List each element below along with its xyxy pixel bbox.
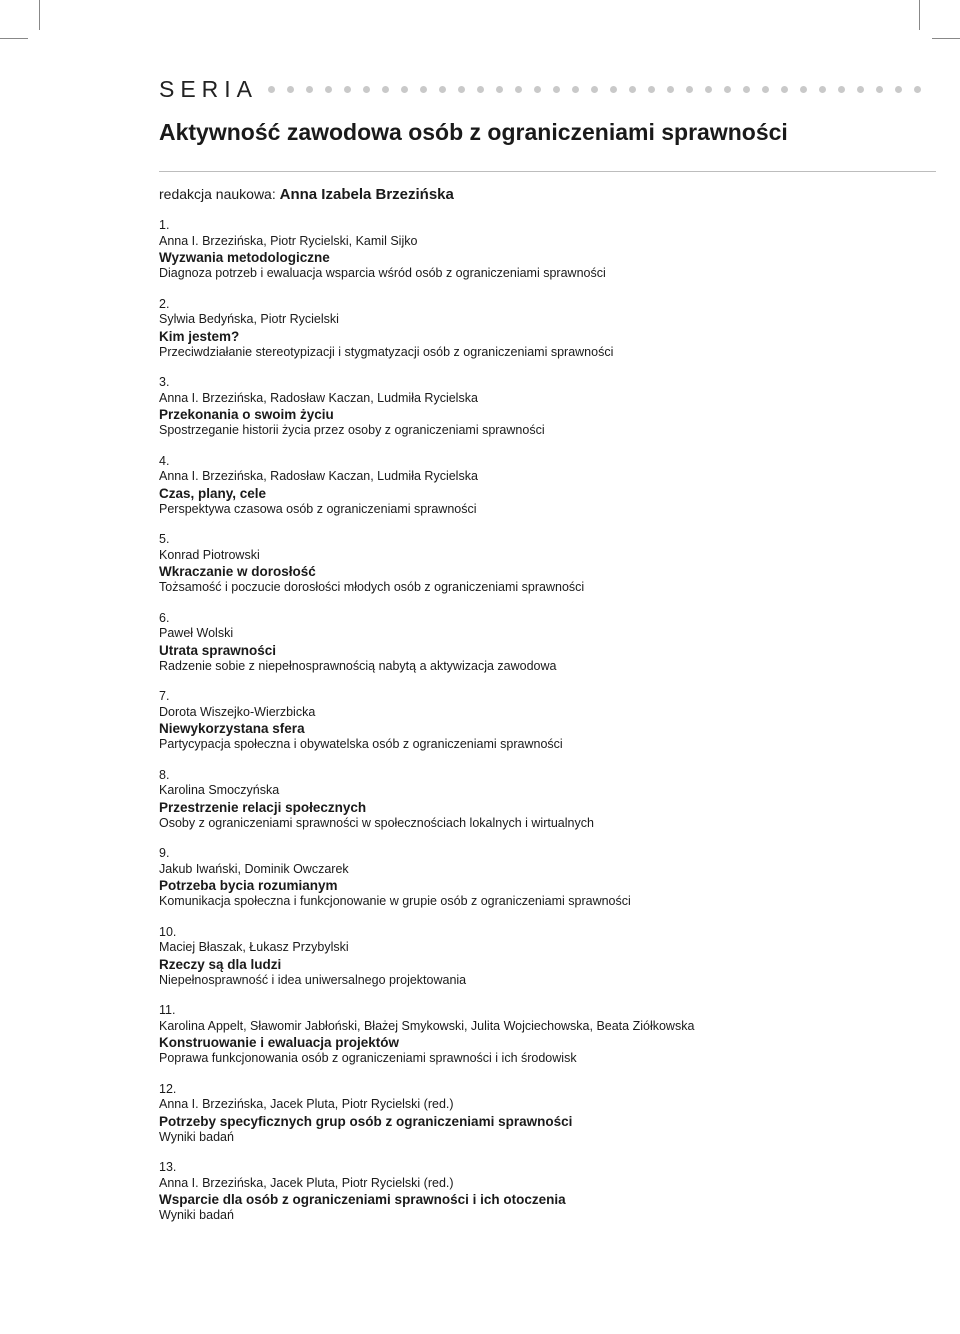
entry-title: Utrata sprawności	[159, 642, 277, 658]
entry-authors: Maciej Błaszak, Łukasz Przybylski	[159, 940, 349, 954]
leader-dot	[420, 86, 427, 93]
entry-title: Wkraczanie w dorosłość	[159, 564, 316, 579]
entry-authors: Paweł Wolski	[159, 626, 234, 640]
entry-number: 1.	[159, 218, 170, 232]
leader-dot	[344, 86, 351, 93]
entry-title: Wyzwania metodologiczne	[159, 250, 330, 265]
leader-dot	[857, 86, 864, 93]
entry-subtitle: Diagnoza potrzeb i ewaluacja wsparcia wśród osób z ograniczeniami sprawności	[159, 266, 606, 280]
entry-subtitle: Przeciwdziałanie stereotypizacji i stygmatyzacji osób z ograniczeniami sprawności	[159, 344, 614, 359]
entry-subtitle: Niepełnosprawność i idea uniwersalnego projektowania	[159, 972, 467, 987]
entry-subtitle: Tożsamość i poczucie dorosłości młodych osób z ograniczeniami sprawności	[159, 580, 585, 594]
editor-label: redakcja naukowa:	[159, 186, 276, 202]
leader-dot	[477, 86, 484, 93]
editor-name: Anna Izabela Brzezińska	[279, 186, 454, 203]
entry-authors: Anna I. Brzezińska, Radosław Kaczan, Ludmiła Rycielska	[159, 469, 478, 483]
leader-dot	[838, 86, 845, 93]
list-item	[159, 925, 939, 989]
entry-number: 7.	[159, 689, 170, 703]
crop-mark-right-horizontal	[932, 38, 960, 39]
list-item	[159, 611, 939, 675]
entry-number: 9.	[159, 846, 170, 860]
entry-title: Konstruowanie i ewaluacja projektów	[159, 1035, 400, 1050]
entry-title: Kim jestem?	[159, 328, 240, 344]
crop-mark-left-vertical	[39, 0, 40, 30]
entry-title: Potrzeby specyficznych grup osób z ograniczeniami sprawności	[159, 1113, 573, 1129]
leader-dot	[895, 86, 902, 93]
list-item	[159, 1082, 939, 1146]
leader-dot	[819, 86, 826, 93]
entry-number: 10.	[159, 924, 177, 939]
entry-subtitle: Partycypacja społeczna i obywatelska osób z ograniczeniami sprawności	[159, 737, 563, 751]
divider	[159, 171, 936, 172]
entry-title: Niewykorzystana sfera	[159, 721, 305, 736]
list-item	[159, 1003, 939, 1067]
series-header	[159, 74, 939, 104]
entry-subtitle: Poprawa funkcjonowania osób z ograniczeniami sprawności i ich środowisk	[159, 1051, 577, 1065]
entry-number: 3.	[159, 375, 170, 389]
entry-title: Rzeczy są dla ludzi	[159, 956, 282, 972]
entry-subtitle: Wyniki badań	[159, 1208, 234, 1222]
leader-dot	[648, 86, 655, 93]
entry-title: Wsparcie dla osób z ograniczeniami sprawności i ich otoczenia	[159, 1192, 566, 1207]
list-item	[159, 532, 939, 596]
page-content	[159, 74, 939, 1224]
leader-dot	[401, 86, 408, 93]
dot-leader	[268, 86, 921, 93]
leader-dot	[705, 86, 712, 93]
entry-authors: Anna I. Brzezińska, Jacek Pluta, Piotr Rycielski (red.)	[159, 1097, 454, 1111]
leader-dot	[496, 86, 503, 93]
leader-dot	[306, 86, 313, 93]
entry-subtitle: Wyniki badań	[159, 1129, 234, 1144]
leader-dot	[686, 86, 693, 93]
entry-title: Potrzeba bycia rozumianym	[159, 878, 338, 893]
list-item	[159, 375, 939, 439]
list-item	[159, 689, 939, 753]
leader-dot	[382, 86, 389, 93]
entry-number: 4.	[159, 453, 170, 468]
leader-dot	[363, 86, 370, 93]
entry-number: 8.	[159, 767, 170, 782]
entry-number: 11.	[159, 1003, 176, 1017]
entry-authors: Anna I. Brzezińska, Jacek Pluta, Piotr Rycielski (red.)	[159, 1175, 454, 1190]
leader-dot	[268, 86, 275, 93]
entry-subtitle: Komunikacja społeczna i funkcjonowanie w grupie osób z ograniczeniami sprawności	[159, 894, 631, 908]
leader-dot	[534, 86, 541, 93]
entry-authors: Sylwia Bedyńska, Piotr Rycielski	[159, 312, 339, 326]
leader-dot	[724, 86, 731, 93]
entry-subtitle: Radzenie sobie z niepełnosprawnością nabytą a aktywizacja zawodowa	[159, 658, 557, 673]
entry-title: Czas, plany, cele	[159, 485, 267, 501]
leader-dot	[325, 86, 332, 93]
series-label: SERIA	[159, 76, 259, 102]
list-item	[159, 846, 939, 910]
leader-dot	[876, 86, 883, 93]
list-item	[159, 454, 939, 518]
leader-dot	[667, 86, 674, 93]
entry-authors: Dorota Wiszejko-Wierzbicka	[159, 704, 316, 719]
leader-dot	[629, 86, 636, 93]
entry-authors: Konrad Piotrowski	[159, 547, 260, 562]
leader-dot	[458, 86, 465, 93]
leader-dot	[914, 86, 921, 93]
entry-title: Przekonania o swoim życiu	[159, 407, 334, 422]
entry-number: 12.	[159, 1081, 177, 1096]
series-list	[159, 218, 939, 1224]
entry-subtitle: Osoby z ograniczeniami sprawności w społecznościach lokalnych i wirtualnych	[159, 815, 594, 830]
leader-dot	[781, 86, 788, 93]
list-item	[159, 768, 939, 832]
entry-authors: Jakub Iwański, Dominik Owczarek	[159, 861, 349, 876]
leader-dot	[439, 86, 446, 93]
entry-authors: Anna I. Brzezińska, Radosław Kaczan, Ludmiła Rycielska	[159, 390, 478, 405]
leader-dot	[800, 86, 807, 93]
list-item	[159, 1160, 939, 1224]
entry-title: Przestrzenie relacji społecznych	[159, 799, 367, 815]
page-title: Aktywność zawodowa osób z ograniczeniami sprawności	[159, 119, 788, 145]
leader-dot	[591, 86, 598, 93]
entry-number: 13.	[159, 1160, 177, 1174]
leader-dot	[515, 86, 522, 93]
entry-authors: Anna I. Brzezińska, Piotr Rycielski, Kamil Sijko	[159, 233, 418, 248]
entry-authors: Karolina Appelt, Sławomir Jabłoński, Błażej Smykowski, Julita Wojciechowska, Beata Ziółkowska	[159, 1018, 695, 1033]
entry-number: 5.	[159, 532, 170, 546]
leader-dot	[762, 86, 769, 93]
leader-dot	[553, 86, 560, 93]
entry-subtitle: Spostrzeganie historii życia przez osoby z ograniczeniami sprawności	[159, 423, 545, 437]
crop-mark-left-horizontal	[0, 38, 28, 39]
list-item	[159, 297, 939, 361]
editor-line	[159, 185, 939, 204]
leader-dot	[287, 86, 294, 93]
leader-dot	[572, 86, 579, 93]
crop-mark-right-vertical	[919, 0, 920, 30]
leader-dot	[610, 86, 617, 93]
entry-subtitle: Perspektywa czasowa osób z ograniczeniami sprawności	[159, 501, 477, 516]
entry-authors: Karolina Smoczyńska	[159, 783, 280, 797]
list-item	[159, 218, 939, 282]
entry-number: 6.	[159, 610, 170, 625]
leader-dot	[743, 86, 750, 93]
entry-number: 2.	[159, 296, 170, 311]
